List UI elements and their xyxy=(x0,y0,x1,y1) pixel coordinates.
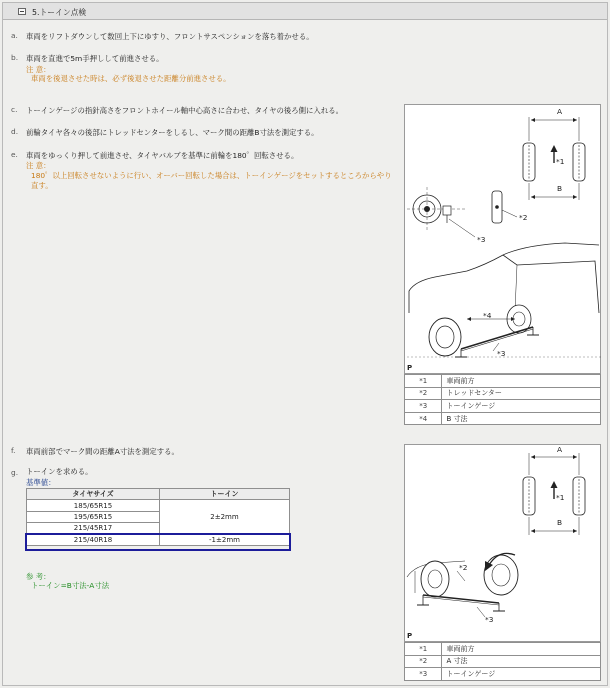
fig2-marker-1: *1 xyxy=(556,493,565,502)
step-g-letter: g. xyxy=(11,468,19,477)
legend-value: トレッドセンター xyxy=(442,387,601,400)
fig2-label-a: A xyxy=(557,445,563,454)
spec-size: 215/45R17 xyxy=(27,523,160,534)
spec-toe-value: -1±2mm xyxy=(160,534,290,545)
figure-1-drawing xyxy=(405,105,602,375)
step-e-note-title: 注 意： xyxy=(26,161,51,170)
legend-key: *4 xyxy=(405,412,442,425)
fig1-p-label: P xyxy=(407,364,413,372)
legend-key: *3 xyxy=(405,400,442,413)
figure-2-drawing xyxy=(405,445,602,643)
fig1-marker-4: *4 xyxy=(483,311,492,320)
table-row xyxy=(405,643,601,656)
table-row xyxy=(405,375,601,388)
section-title: 5.トーイン点検 xyxy=(32,8,87,17)
step-a-text: 車両をリフトダウンして数回上下にゆすり、フロントサスペンションを落ち着かせる。 xyxy=(26,32,314,41)
step-b-note-title: 注 意： xyxy=(26,65,51,74)
step-b-text: 車両を直進で5m手押しして前進させる。 xyxy=(26,54,164,63)
fig2-p-label: P xyxy=(407,632,413,640)
legend-key: *1 xyxy=(405,643,442,656)
figure-2 xyxy=(404,444,601,642)
step-a-letter: a. xyxy=(11,31,18,40)
table-row xyxy=(405,387,601,400)
step-e-text: 車両をゆっくり押して前進させ、タイヤバルブを基準に前輪を180゜回転させる。 xyxy=(26,151,299,160)
legend-value: トーインゲージ xyxy=(442,400,601,413)
step-e-letter: e. xyxy=(11,150,18,159)
fig2-label-b: B xyxy=(557,518,563,527)
fig1-label-a: A xyxy=(557,107,563,116)
highlight-box xyxy=(25,533,291,551)
step-g-text: トーインを求める。 xyxy=(26,467,93,476)
legend-value: トーインゲージ xyxy=(442,668,601,681)
step-c-text: トーインゲージの指針高さをフロントホイール軸中心高さに合わせ、タイヤの後ろ側に入れる。 xyxy=(26,106,343,115)
legend-value: B 寸法 xyxy=(442,412,601,425)
figure-2-legend xyxy=(404,642,601,681)
spec-size: 185/65R15 xyxy=(27,500,160,511)
step-f-letter: f. xyxy=(11,446,16,455)
reference-title: 参 考： xyxy=(26,572,51,581)
legend-key: *2 xyxy=(405,655,442,668)
spec-toe-value: 2±2mm xyxy=(160,500,290,534)
legend-value: 車両前方 xyxy=(442,375,601,388)
spec-header-size: タイヤサイズ xyxy=(27,489,160,500)
table-row xyxy=(405,655,601,668)
table-row xyxy=(27,500,290,511)
fig1-marker-3: *3 xyxy=(477,235,486,244)
step-d-letter: d. xyxy=(11,127,19,136)
table-row xyxy=(405,400,601,413)
collapse-toggle-icon[interactable] xyxy=(18,8,26,15)
legend-key: *1 xyxy=(405,375,442,388)
forward-arrow-icon xyxy=(551,481,558,488)
step-d-text: 前輪タイヤ各々の後部にトレッドセンターをしるし、マーク間の距離B寸法を測定する。 xyxy=(26,128,319,137)
step-e-note-line1: 180゜以上回転させないように行い、オーバー回転した場合は、トーインゲージをセットするところからやり xyxy=(31,171,392,180)
legend-value: A 寸法 xyxy=(442,655,601,668)
step-b-letter: b. xyxy=(11,53,19,62)
spec-size: 215/40R18 xyxy=(27,534,160,545)
fig2-marker-3: *3 xyxy=(485,615,494,624)
fig1-marker-2: *2 xyxy=(519,213,528,222)
reference-text: トーイン=B寸法-A寸法 xyxy=(31,581,110,590)
table-row xyxy=(405,412,601,425)
step-b-note-text: 車両を後退させた時は、必ず後退させた距離分前進させる。 xyxy=(31,74,231,83)
step-e-note-line2: 直す。 xyxy=(31,181,53,190)
table-row xyxy=(405,668,601,681)
forward-arrow-icon xyxy=(551,145,558,152)
legend-key: *3 xyxy=(405,668,442,681)
section-header[interactable] xyxy=(3,3,607,20)
figure-1 xyxy=(404,104,601,374)
fig1-label-b: B xyxy=(557,184,563,193)
fig1-marker-3b: *3 xyxy=(497,349,506,358)
step-c-letter: c. xyxy=(11,105,18,114)
fig1-marker-1: *1 xyxy=(556,157,565,166)
figure-1-legend xyxy=(404,374,601,425)
fig2-marker-2: *2 xyxy=(459,563,468,572)
legend-key: *2 xyxy=(405,387,442,400)
step-f-text: 車両前部でマーク間の距離A寸法を測定する。 xyxy=(26,447,179,456)
spec-header-row xyxy=(27,489,290,500)
legend-value: 車両前方 xyxy=(442,643,601,656)
spec-header-toe: トーイン xyxy=(160,489,290,500)
spec-size: 195/65R15 xyxy=(27,511,160,522)
spec-title: 基準値： xyxy=(26,478,56,487)
